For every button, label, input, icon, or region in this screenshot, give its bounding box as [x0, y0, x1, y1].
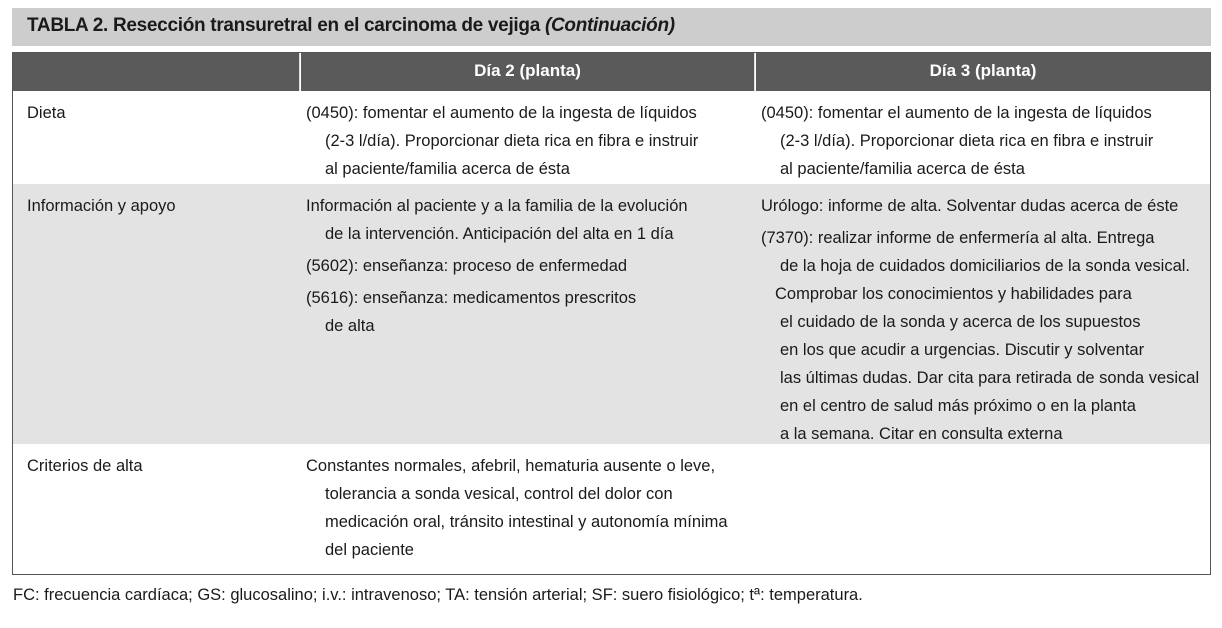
text-line: al paciente/familia acerca de ésta: [780, 160, 1025, 178]
text-line: de alta: [325, 317, 375, 335]
paragraph: [306, 284, 751, 340]
text-line: del paciente: [325, 541, 414, 559]
text-line: en el centro de salud más próximo o en la planta: [780, 397, 1136, 415]
text-line: tolerancia a sonda vesical, control del dolor con: [325, 485, 673, 503]
table-row-dieta: [13, 91, 1210, 184]
text-line: (2-3 l/día). Proporcionar dieta rica en fibra e instruir: [325, 132, 699, 150]
text-line: de la hoja de cuidados domiciliarios de la sonda vesical.: [780, 257, 1190, 275]
text-line: de la intervención. Anticipación del alta en 1 día: [325, 225, 674, 243]
header-day-3: Día 3 (planta): [756, 53, 1210, 91]
paragraph: [306, 452, 751, 564]
text-line: las últimas dudas. Dar cita para retirada de sonda vesical: [780, 369, 1200, 387]
table-title-main: TABLA 2. Resección transuretral en el carcinoma de vejiga: [27, 15, 540, 36]
text-line: (2-3 l/día). Proporcionar dieta rica en fibra e instruir: [780, 132, 1154, 150]
paragraph: [761, 99, 1207, 183]
row-label: Dieta: [27, 104, 66, 122]
paragraph: [761, 192, 1207, 220]
cell-day-3: [761, 99, 1207, 183]
table-row-criterios: [13, 444, 1210, 574]
row-label: Información y apoyo: [27, 197, 176, 215]
text-line: al paciente/familia acerca de ésta: [325, 160, 570, 178]
paragraph: [306, 192, 751, 248]
paragraph: [761, 224, 1207, 448]
cell-day-2: [306, 192, 751, 340]
cell-day-2: [306, 99, 751, 183]
table-title: [12, 8, 1211, 46]
table-title-continuation: (Continuación): [544, 15, 675, 36]
text-line: Información al paciente y a la familia de la evolución: [306, 197, 688, 215]
paragraph: [306, 99, 751, 183]
text-line: (5616): enseñanza: medicamentos prescritos: [306, 289, 637, 307]
header-day-2: Día 2 (planta): [301, 53, 755, 91]
text-line: a la semana. Citar en consulta externa: [780, 425, 1063, 443]
text-line: (0450): fomentar el aumento de la ingesta de líquidos: [306, 104, 697, 122]
text-line: Constantes normales, afebril, hematuria ausente o leve,: [306, 457, 716, 475]
text-line: (7370): realizar informe de enfermería al alta. Entrega: [761, 229, 1155, 247]
text-line: medicación oral, tránsito intestinal y autonomía mínima: [325, 513, 728, 531]
text-line: Urólogo: informe de alta. Solventar dudas acerca de éste: [761, 197, 1179, 215]
text-line: en los que acudir a urgencias. Discutir y solventar: [780, 341, 1145, 359]
text-line: Comprobar los conocimientos y habilidades para: [775, 285, 1132, 303]
cell-day-2: [306, 452, 751, 564]
text-line: el cuidado de la sonda y acerca de los supuestos: [780, 313, 1141, 331]
table-row-informacion: [13, 184, 1210, 444]
text-line: (5602): enseñanza: proceso de enfermedad: [306, 257, 628, 275]
header-empty: [13, 53, 300, 91]
text-line: (0450): fomentar el aumento de la ingesta de líquidos: [761, 104, 1152, 122]
table-footnote: FC: frecuencia cardíaca; GS: glucosalino; i.v.: intravenoso; TA: tensión arterial; SF: suero fisiológico; tª: temperatura.: [13, 586, 863, 604]
cell-day-3: [761, 192, 1207, 448]
row-label: Criterios de alta: [27, 457, 143, 475]
care-plan-table: [12, 52, 1211, 575]
paragraph: [306, 252, 751, 280]
